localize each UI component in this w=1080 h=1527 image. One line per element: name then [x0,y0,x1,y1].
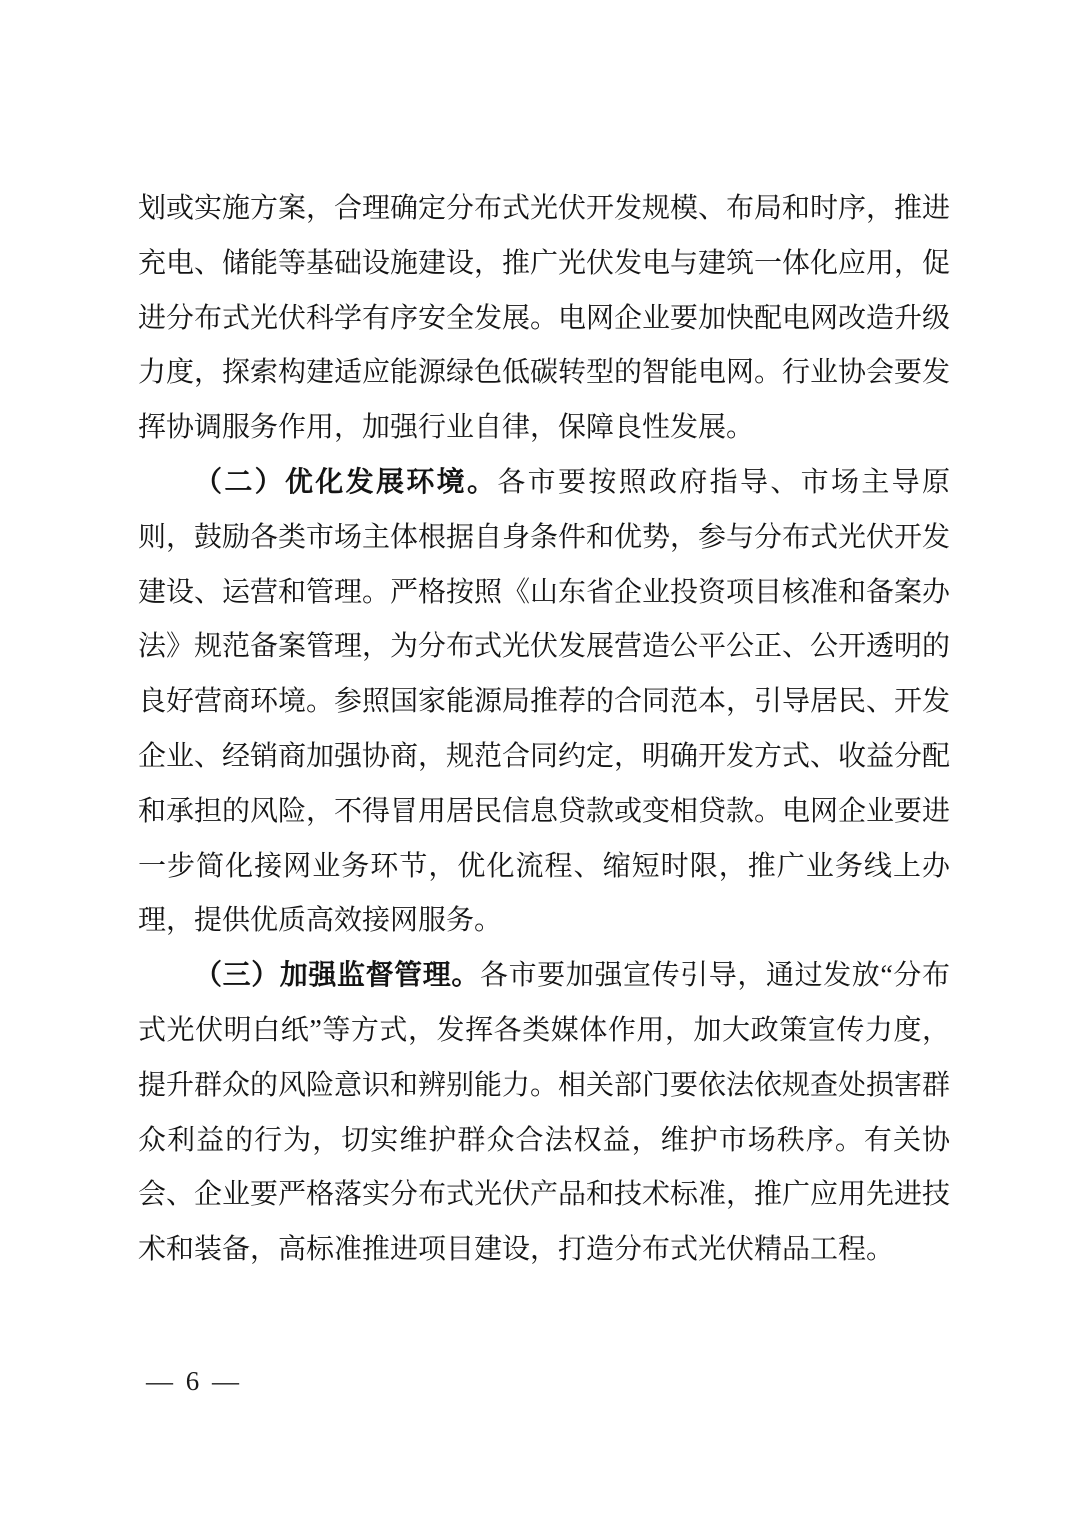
paragraph-continuation [138,182,950,456]
paragraph-section-2 [138,456,950,949]
section-heading: （三）加强监督管理。 [194,960,480,992]
paragraph-section-3 [138,949,950,1278]
paragraph-text: 划或实施方案，合理确定分布式光伏开发规模、布局和时序，推进充电、储能等基础设施建设，推广光伏发电与建筑一体化应用，促进分布式光伏科学有序安全发展。电网企业要加快配电网改造升级力度，探索构建适应能源绿色低碳转型的智能电网。行业协会要发挥协调服务作用，加强行业自律，保障良性发展。 [138,193,951,444]
document-body [138,182,950,1278]
paragraph-text: 各市要按照政府指导、市场主导原则，鼓励各类市场主体根据自身条件和优势，参与分布式光伏开发建设、运营和管理。严格按照《山东省企业投资项目核准和备案办法》规范备案管理，为分布式光伏发展营造公平公正、公开透明的良好营商环境。参照国家能源局推荐的合同范本，引导居民、开发企业、经销商加强协商，规范合同约定，明确开发方式、收益分配和承担的风险，不得冒用居民信息贷款或变相贷款。电网企业要进一步简化接网业务环节，优化流程、缩短时限，推广业务线上办理，提供优质高效接网服务。 [138,466,951,937]
page-number: — 6 — [146,1366,242,1396]
section-heading: （二）优化发展环境。 [194,466,498,498]
paragraph-text: 各市要加强宣传引导，通过发放“分布式光伏明白纸”等方式，发挥各类媒体作用，加大政策宣传力度，提升群众的风险意识和辨别能力。相关部门要依法依规查处损害群众利益的行为，切实维护群众合法权益，维护市场秩序。有关协会、企业要严格落实分布式光伏产品和技术标准，推广应用先进技术和装备，高标准推进项目建设，打造分布式光伏精品工程。 [138,960,951,1266]
